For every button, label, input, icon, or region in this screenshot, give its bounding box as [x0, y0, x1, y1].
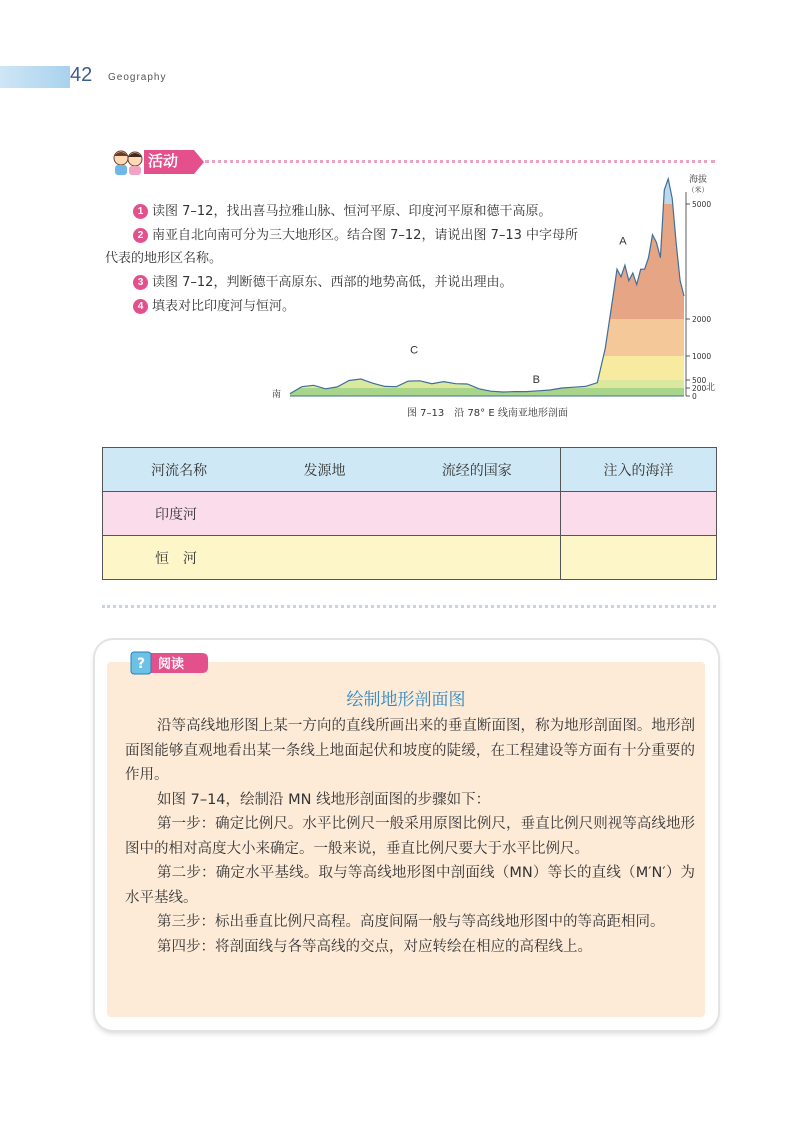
- terrain-profile-chart: [270, 170, 730, 425]
- reading-paragraph: 第三步：标出垂直比例尺高程。高度间隔一般与等高线地形图中的等高距相同。: [157, 914, 665, 930]
- reading-title: 绘制地形剖面图: [346, 690, 466, 710]
- north-label: 北: [706, 383, 716, 393]
- book-icon: [131, 652, 151, 674]
- region-label: A: [619, 235, 627, 248]
- table-cell: [103, 536, 561, 580]
- y-tick-label: 0: [692, 392, 697, 401]
- item-number: 3: [133, 275, 148, 290]
- column-header: 河流名称: [151, 462, 208, 479]
- elevation-band: [290, 319, 684, 356]
- kids-icon: [114, 151, 142, 175]
- south-label: 南: [272, 390, 282, 400]
- reading-body: [125, 714, 695, 959]
- column-header: 注入的海洋: [561, 448, 717, 492]
- page-number: 42: [70, 64, 93, 86]
- reading-paragraph: 第二步：确定水平基线。取与等高线地形图中剖面线（MN）等长的直线（M′N′）为水平基线。: [125, 865, 695, 906]
- y-axis-title: 海拔: [688, 175, 708, 185]
- region-label: C: [410, 344, 419, 357]
- activity-divider: [205, 160, 715, 163]
- item-number: 2: [133, 228, 148, 243]
- activity-item-text: 南亚自北向南可分为三大地形区。结合图 7–12，请说出图 7–13 中字母所代表的地形区名称。: [105, 228, 579, 266]
- y-tick-label: 5000: [692, 200, 712, 209]
- activity-item-text: 读图 7–12，找出喜马拉雅山脉、恒河平原、印度河平原和德干高原。: [152, 204, 552, 219]
- table-cell[interactable]: [561, 492, 717, 536]
- column-header: 发源地: [303, 462, 346, 479]
- table-row: [103, 536, 717, 580]
- region-label: B: [532, 374, 540, 387]
- y-tick-label: 2000: [692, 315, 712, 324]
- elevation-band: [290, 380, 684, 388]
- section-divider: [102, 605, 716, 608]
- table-cell: [103, 492, 561, 536]
- y-tick-label: 500: [692, 376, 707, 385]
- table-cell[interactable]: [561, 536, 717, 580]
- elevation-band: [290, 176, 684, 204]
- reading-paragraph: 沿等高线地形图上某一方向的直线所画出来的垂直断面图，称为地形剖面图。地形剖面图能够直观地看出某一条线上地面起伏和坡度的陡缓，在工程建设等方面有十分重要的作用。: [125, 718, 695, 783]
- chart-caption: 图 7–13 沿 78° E 线南亚地形剖面: [407, 408, 568, 419]
- reading-label: 阅读: [158, 657, 185, 672]
- header-band: [0, 66, 70, 88]
- y-tick-label: 200: [692, 384, 707, 393]
- column-header: 流经的国家: [441, 462, 512, 479]
- svg-text:?: ?: [136, 656, 146, 672]
- reading-paragraph: 第四步：将剖面线与各等高线的交点，对应转绘在相应的高程线上。: [157, 938, 592, 955]
- y-axis-unit: （米）: [687, 186, 709, 194]
- y-tick-label: 1000: [692, 352, 712, 361]
- activity-item-text: 读图 7–12，判断德干高原东、西部的地势高低，并说出理由。: [152, 275, 513, 290]
- activity-label: 活动: [148, 152, 179, 170]
- table-header-row: [103, 448, 717, 492]
- river-name: 印度河: [155, 506, 197, 523]
- elevation-band: [290, 204, 684, 319]
- river-comparison-table: [102, 447, 717, 580]
- item-number: 1: [133, 204, 148, 219]
- table-header-cell: [103, 448, 561, 492]
- reading-paragraph: 如图 7–14，绘制沿 MN 线地形剖面图的步骤如下：: [157, 791, 491, 808]
- elevation-band: [290, 356, 684, 380]
- item-number: 4: [133, 299, 148, 314]
- table-row: [103, 492, 717, 536]
- page-subject: Geography: [108, 72, 167, 83]
- elevation-band: [290, 388, 684, 396]
- reading-paragraph: 第一步：确定比例尺。水平比例尺一般采用原图比例尺，垂直比例尺则视等高线地形图中的相对高度大小来确定。一般来说，垂直比例尺要大于水平比例尺。: [125, 816, 695, 857]
- river-name: 恒 河: [155, 550, 197, 567]
- activity-item-text: 填表对比印度河与恒河。: [152, 299, 296, 314]
